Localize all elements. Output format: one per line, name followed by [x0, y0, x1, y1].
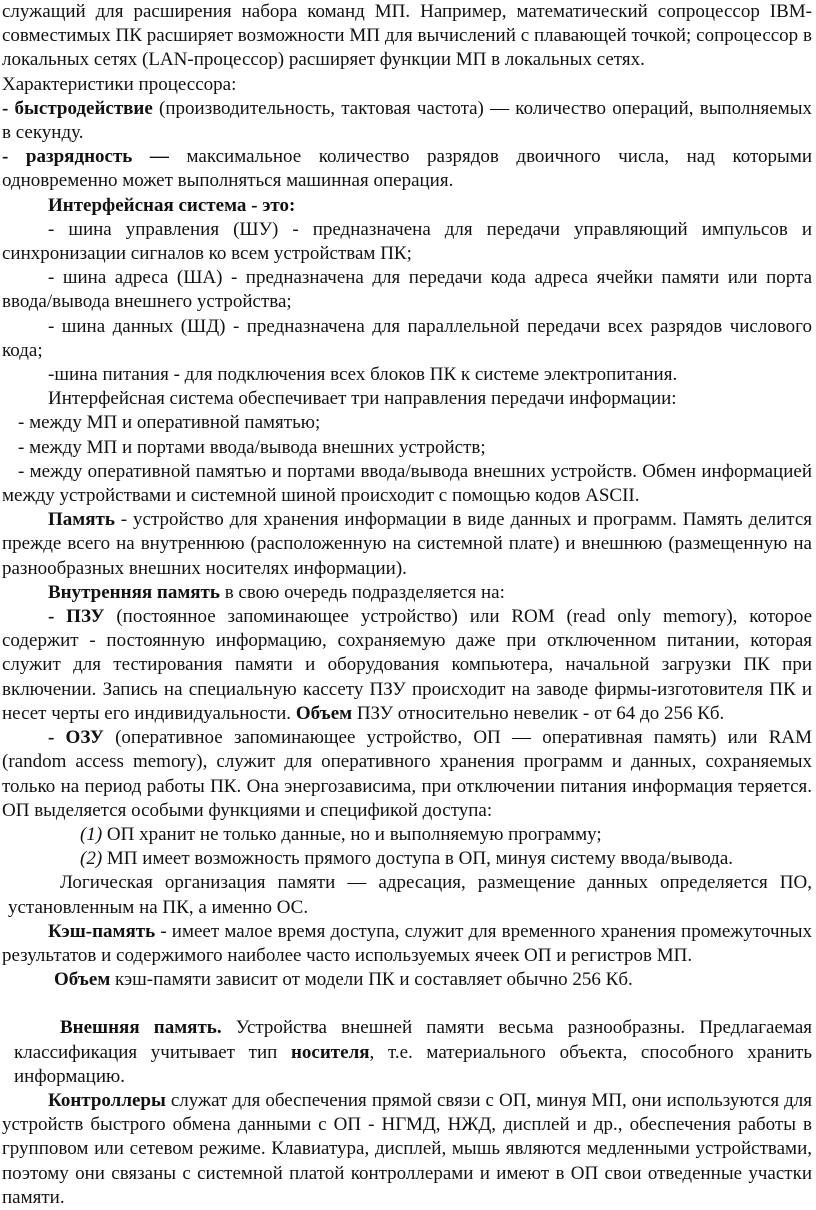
- term-memory: Память: [48, 509, 115, 531]
- paragraph-external-memory: [2, 1016, 812, 1089]
- paragraph-cache-volume: [2, 968, 812, 992]
- text-internal-memory: в свою очередь подразделяется на:: [219, 581, 505, 603]
- list-item-ram-ports: - между оперативной памятью и портами ввода/вывода внешних устройств. Обмен информацией между устройствами и системной шиной происходит с помощью кодов ASCII.: [2, 460, 812, 507]
- paragraph-bitness: [2, 145, 812, 193]
- text-ram: (оперативное запоминающее устройство, ОП — оперативная память) или RAM (random access memory), служит для оперативного хранения программ и данных, сохраняемых только на период работы ПК. Она энергозависима, при отключении питания информация теряется. ОП выделяется особыми функциями и спецификой доступа:: [2, 727, 813, 821]
- heading-interface-system: [2, 194, 812, 218]
- paragraph-rom: [2, 605, 812, 726]
- term-external-memory: Внешняя память.: [60, 1017, 222, 1039]
- paragraph-data-bus: - шина данных (ШД) - предназначена для параллельной передачи всех разрядов числового кода;: [2, 315, 812, 361]
- list-item-ram-feature-2: [2, 847, 812, 871]
- paragraph-memory: [2, 508, 812, 581]
- list-item-ram-feature-1: [2, 823, 812, 847]
- paragraph-interface-directions: Интерфейсная система обеспечивает три направления передачи информации:: [48, 388, 677, 410]
- term-bitness: - разрядность —: [2, 146, 169, 168]
- text-cache-volume: кэш-памяти зависит от модели ПК и составляет обычно 256 Кб.: [110, 969, 633, 991]
- term-ram: - ОЗУ: [48, 727, 104, 749]
- paragraph-coprocessor: служащий для расширения набора команд МП. Например, математический сопроцессор IBM-совместимых ПК расширяет возможности МП для вычислений с плавающей точкой; сопроцессор в локальных сетях (LAN-процессор) расширяет функции МП в локальных сетях.: [2, 1, 812, 71]
- paragraph-controllers: [2, 1089, 812, 1210]
- paragraph-cache: [2, 920, 812, 968]
- text-bitness: максимальное количество разрядов двоичного числа, над которыми одновременно может выполняться машинная операция.: [2, 146, 813, 192]
- text-speed: (производительность, тактовая частота) — количество операций, выполняемых в секунду.: [2, 97, 813, 144]
- paragraph-power-bus: -шина питания - для подключения всех блоков ПК к системе электропитания.: [48, 364, 678, 386]
- text-ram-feature-2: МП имеет возможность прямого доступа в ОП, минуя систему ввода/вывода.: [102, 848, 734, 870]
- text-memory: - устройство для хранения информации в виде данных и программ. Память делится прежде всего на внутреннюю (расположенную на системной плате) и внешнюю (размещенную на разнообразных внешних носителях информации).: [2, 509, 812, 579]
- term-rom-volume: Объем: [295, 702, 353, 724]
- term-speed: - быстродействие: [2, 97, 153, 119]
- paragraph-cpu-characteristics: Характеристики процессора:: [2, 73, 237, 95]
- term-cache: Кэш-память: [48, 920, 156, 942]
- text-ram-feature-1: ОП хранит не только данные, но и выполняемую программу;: [102, 823, 602, 845]
- paragraph-logical-organization: Логическая организация памяти — адресация, размещение данных определяется ПО, установленным на ПК, а именно ОС.: [8, 872, 812, 918]
- term-carrier: носителя: [290, 1041, 370, 1063]
- list-item-mp-ram: - между МП и оперативной памятью;: [18, 412, 321, 434]
- term-rom: - ПЗУ: [48, 606, 105, 628]
- term-controllers: Контроллеры: [48, 1089, 166, 1111]
- text-rom-volume: ПЗУ относительно невелик - от 64 до 256 Кб.: [352, 702, 725, 724]
- spacer: [2, 992, 812, 1016]
- marker-2: (2): [80, 848, 103, 870]
- text-rom: (постоянное запоминающее устройство) или ROM (read only memory), которое содержит - постоянную информацию, сохраняемую даже при отключенном питании, которая служит для тестирования памяти и оборудования компьютера, начальной загрузки ПК при включении. Запись на специальную кассету ПЗУ происходит на заводе фирмы-изготовителя ПК и несет черты его индивидуальности.: [2, 606, 813, 724]
- paragraph-control-bus: - шина управления (ШУ) - предназначена для передачи управляющий импульсов и синхронизации сигналов ко всем устройствам ПК;: [2, 218, 812, 265]
- paragraph-speed: [2, 97, 812, 145]
- term-cache-volume: Объем: [54, 969, 111, 991]
- paragraph-ram: [2, 726, 812, 823]
- term-internal-memory: Внутренняя память: [48, 581, 220, 603]
- paragraph-address-bus: - шина адреса (ША) - предназначена для передачи кода адреса ячейки памяти или порта ввода/вывода внешнего устройства;: [2, 267, 812, 313]
- marker-1: (1): [80, 823, 103, 845]
- list-item-mp-ports: - между МП и портами ввода/вывода внешних устройств;: [18, 436, 486, 458]
- text-controllers: служат для обеспечения прямой связи с ОП, минуя МП, они используются для устройств быстрого обмена данными с ОП - НГМД, НЖД, дисплей и др., обеспечения работы в групповом или сетевом режиме. Клавиатура, дисплей, мышь являются медленными устройствами, поэтому они связаны с системной платой контроллерами и имеют в ОП свои отведенные участки памяти.: [2, 1089, 812, 1208]
- text-cache: - имеет малое время доступа, служит для временного хранения промежуточных результатов и содержимого наиболее часто используемых ячеек ОП и регистров МП.: [2, 920, 812, 966]
- heading-interface-system-text: Интерфейсная система - это:: [48, 194, 296, 216]
- text-external-memory-1: Устройства внешней памяти весьма разнообразны. Предлагаемая классификация учитывает тип: [14, 1017, 812, 1063]
- text-external-memory-2: , т.е. материального объекта, способного хранить информацию.: [14, 1041, 812, 1087]
- paragraph-internal-memory: [2, 581, 812, 605]
